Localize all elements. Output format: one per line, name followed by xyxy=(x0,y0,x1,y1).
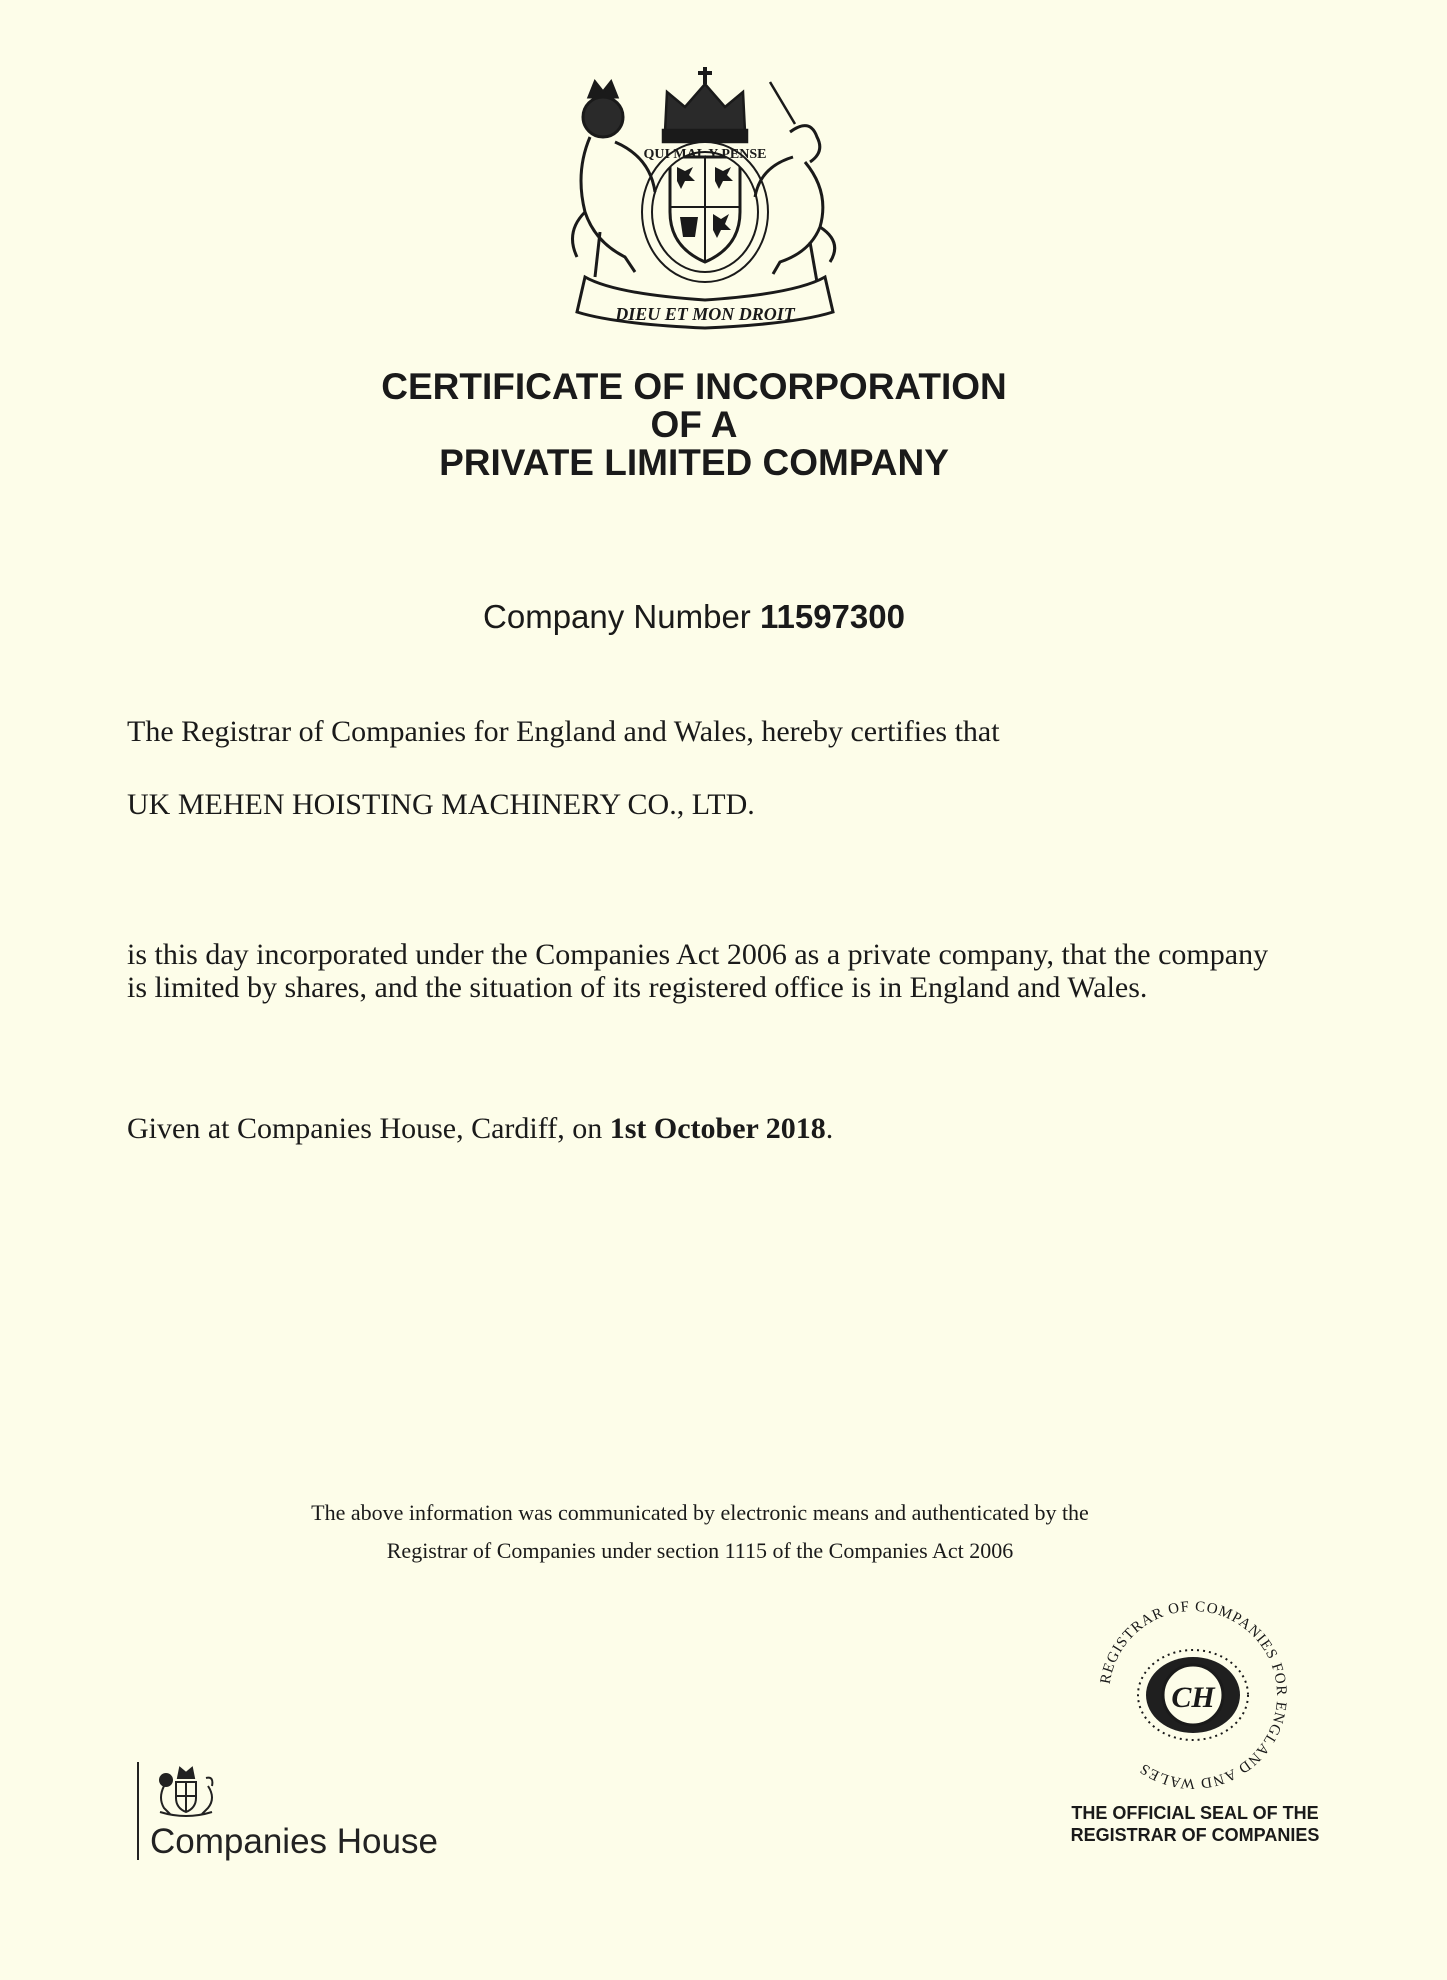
seal-caption xyxy=(1040,1802,1350,1846)
given-at-text xyxy=(127,1112,833,1146)
title-line-3: PRIVATE LIMITED COMPANY xyxy=(439,442,949,483)
authentication-note-line-2: Registrar of Companies under section 1115 of the Companies Act 2006 xyxy=(386,1538,1014,1563)
incorporation-date: 1st October 2018 xyxy=(609,1112,826,1145)
seal-monogram: CH xyxy=(1171,1681,1215,1714)
incorporation-text: is this day incorporated under the Companies Act 2006 as a private company, that the company is limited by shares, and the situation of its registered office is in England and Wales. xyxy=(127,938,1269,1004)
companies-house-crest-icon xyxy=(150,1764,222,1818)
companies-house-logo-text: Companies House xyxy=(150,1822,438,1861)
authentication-note-line-1: The above information was communicated by electronic means and authenticated by the xyxy=(311,1500,1089,1525)
official-seal-icon xyxy=(1088,1590,1298,1800)
crest-motto-ribbon: DIEU ET MON DROIT xyxy=(615,304,795,324)
seal-ring-text: REGISTRAR OF COMPANIES FOR ENGLAND AND WALES xyxy=(1097,1598,1290,1792)
company-name: UK MEHEN HOISTING MACHINERY CO., LTD. xyxy=(127,788,755,821)
authentication-note xyxy=(200,1494,1200,1570)
seal-caption-line-1: THE OFFICIAL SEAL OF THE xyxy=(1071,1803,1319,1823)
title-line-1: CERTIFICATE OF INCORPORATION xyxy=(381,366,1007,407)
crest-motto-top: QUI MAL Y PENSE xyxy=(643,147,767,162)
company-number-label: Company Number xyxy=(483,598,751,635)
royal-coat-of-arms-icon xyxy=(555,62,855,332)
given-prefix: Given at Companies House, Cardiff, on xyxy=(127,1112,603,1145)
company-number-line xyxy=(300,598,1088,636)
certifies-text: The Registrar of Companies for England and Wales, hereby certifies that xyxy=(127,715,1000,748)
title-line-2: OF A xyxy=(650,404,738,445)
logo-divider xyxy=(137,1762,139,1860)
seal-caption-line-2: REGISTRAR OF COMPANIES xyxy=(1070,1825,1320,1845)
certificate-title xyxy=(300,368,1088,482)
given-suffix: . xyxy=(825,1112,834,1145)
company-number-value: 11597300 xyxy=(759,598,905,635)
